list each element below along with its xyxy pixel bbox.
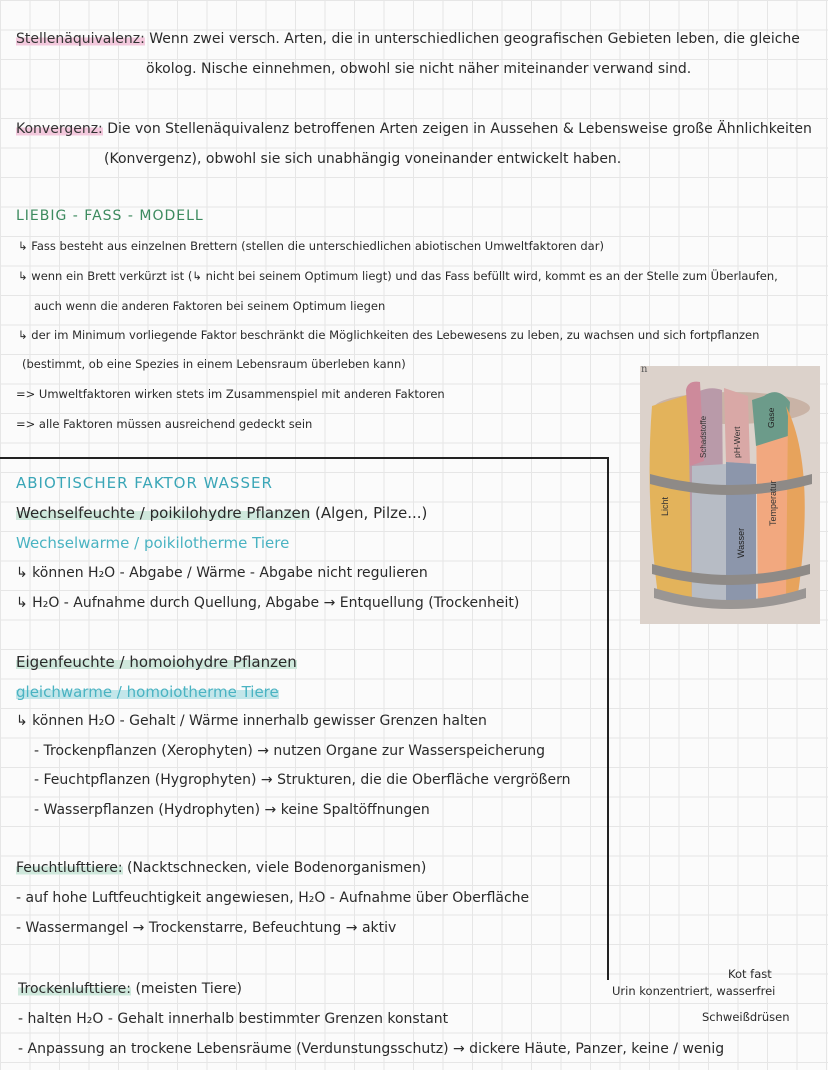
group1-plants <box>16 504 427 522</box>
group2-line: - Trockenpflanzen (Xerophyten) → nutzen Organe zur Wasserspeicherung <box>34 743 546 759</box>
stave-label-ph-wert: pH-Wert <box>732 426 742 458</box>
term-text: Wenn zwei versch. Arten, die in unterschiedlichen geografischen Gebieten leben, die gleiche <box>149 31 800 47</box>
wasser-heading: ABIOTISCHER FAKTOR WASSER <box>16 474 273 492</box>
trocken-label: Trockenlufttiere: <box>18 981 132 997</box>
definition-text-continued: (Konvergenz), obwohl sie sich unabhängig voneinander entwickelt haben. <box>104 151 622 167</box>
barrel-illustration <box>640 366 820 624</box>
group1-line: ↳ können H₂O - Abgabe / Wärme - Abgabe nicht regulieren <box>16 565 428 581</box>
group2-animals-label: gleichwarme / homoiotherme Tiere <box>16 683 279 701</box>
feucht-line: - Wassermangel → Trockenstarre, Befeuchtung → aktiv <box>16 920 397 936</box>
liebig-line: ↳ Fass besteht aus einzelnen Brettern (stellen die unterschiedlichen abiotischen Umweltfaktoren dar) <box>18 239 604 253</box>
liebig-heading: LIEBIG - FASS - MODELL <box>16 208 204 224</box>
trocken-line: - Anpassung an trockene Lebensräume (Verdunstungsschutz) → dickere Häute, Panzer, keine / wenig <box>18 1041 725 1057</box>
group1-animals: Wechselwarme / poikilotherme Tiere <box>16 534 290 552</box>
liebig-line: ↳ wenn ein Brett verkürzt ist (↳ nicht bei seinem Optimum liegt) und das Fass befüllt wird, kommt es an der Stelle zum Überlaufen, <box>18 269 778 283</box>
side-note: Kot fast <box>728 967 772 981</box>
stave-label-gase: Gase <box>766 407 776 428</box>
side-note: Schweißdrüsen <box>702 1010 790 1024</box>
feucht-line: - auf hohe Luftfeuchtigkeit angewiesen, H₂O - Aufnahme über Oberfläche <box>16 890 530 906</box>
definition-stellenaequivalenz <box>16 30 800 48</box>
stave-label-wasser: Wasser <box>736 527 746 558</box>
group1-line: ↳ H₂O - Aufnahme durch Quellung, Abgabe → Entquellung (Trockenheit) <box>16 595 520 611</box>
feuchtlufttiere <box>16 859 426 877</box>
group2-line: - Wasserpflanzen (Hydrophyten) → keine Spaltöffnungen <box>34 802 430 818</box>
term-label: Konvergenz: <box>16 121 103 137</box>
group2-plants <box>16 653 297 671</box>
group2-line: ↳ können H₂O - Gehalt / Wärme innerhalb gewisser Grenzen halten <box>16 713 487 729</box>
definition-text-continued: ökolog. Nische einnehmen, obwohl sie nicht näher miteinander verwand sind. <box>146 61 692 77</box>
box-border-right <box>607 457 609 980</box>
term-text: Die von Stellenäquivalenz betroffenen Arten zeigen in Aussehen & Lebensweise große Ähnlichkeiten <box>107 121 812 137</box>
trocken-note: (meisten Tiere) <box>135 981 242 997</box>
liebig-line: ↳ der im Minimum vorliegende Faktor beschränkt die Möglichkeiten des Lebewesens zu leben, zu wachsen und sich fortpflanzen <box>18 328 760 342</box>
liebig-barrel-image <box>640 366 820 624</box>
liebig-line: (bestimmt, ob eine Spezies in einem Lebensraum überleben kann) <box>22 357 406 371</box>
side-note: Urin konzentriert, wasserfrei <box>612 984 776 998</box>
stave-label-temperatur: Temperatur <box>768 480 778 526</box>
group1-plants-label: Wechselfeuchte / poikilohydre Pflanzen <box>16 504 311 522</box>
liebig-line: => Umweltfaktoren wirken stets im Zusammenspiel mit anderen Faktoren <box>16 387 445 401</box>
liebig-line: auch wenn die anderen Faktoren bei seinem Optimum liegen <box>34 299 386 313</box>
stave-label-licht: Licht <box>660 496 670 516</box>
stave-label-schadstoffe: Schadstoffe <box>699 415 708 458</box>
liebig-line: => alle Faktoren müssen ausreichend gedeckt sein <box>16 417 313 431</box>
box-border-top <box>0 457 608 459</box>
group1-plants-note: (Algen, Pilze...) <box>315 504 428 522</box>
feucht-label: Feuchtlufttiere: <box>16 860 123 876</box>
group2-line: - Feuchtpflanzen (Hygrophyten) → Strukturen, die die Oberfläche vergrößern <box>34 772 571 788</box>
group2-plants-label: Eigenfeuchte / homoiohydre Pflanzen <box>16 653 297 671</box>
trockenlufttiere <box>18 980 242 998</box>
term-label: Stellenäquivalenz: <box>16 31 145 47</box>
group2-animals <box>16 683 279 701</box>
figure-corner-mark: n <box>641 364 648 375</box>
feucht-note: (Nacktschnecken, viele Bodenorganismen) <box>127 860 427 876</box>
trocken-line: - halten H₂O - Gehalt innerhalb bestimmter Grenzen konstant <box>18 1011 449 1027</box>
definition-konvergenz <box>16 120 812 138</box>
